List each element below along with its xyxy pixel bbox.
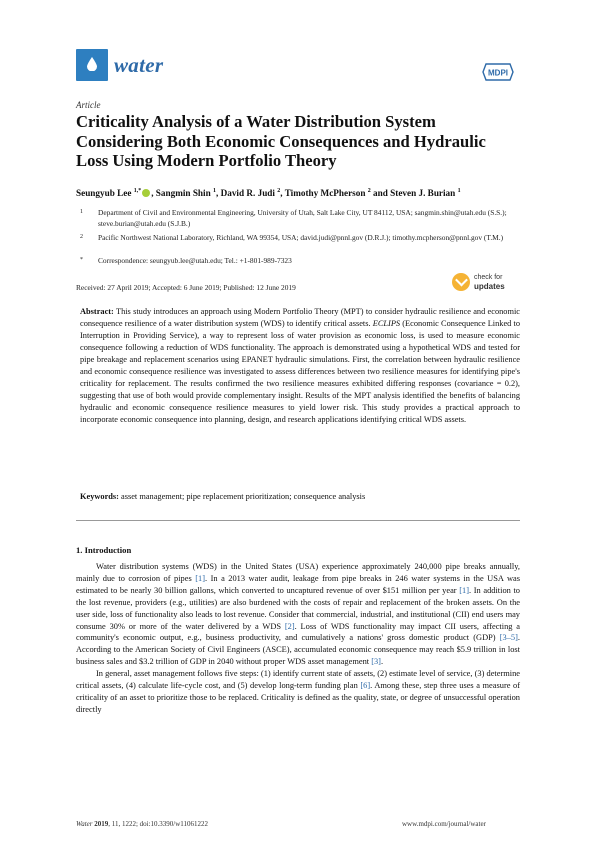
abstract-label: Abstract: bbox=[80, 307, 114, 316]
paragraph bbox=[76, 668, 520, 716]
author-list: Seungyub Lee $^{1,*}$ , Sangmin Shin $^1$, David R. Judi $^2$, Timothy McPherson $^2$ and Steven J. Burian $^1$ bbox=[76, 188, 461, 199]
section-body bbox=[76, 561, 520, 716]
author-name[interactable]: Sangmin Shin bbox=[155, 188, 211, 199]
footer-doi: , 11, 1222; doi:10.3390/w11061222 bbox=[108, 820, 209, 828]
body-text: Water distribution systems (WDS) in the United States (USA) experience approximately 240,000 pipe breaks annually, mainly due to corrosion of pipes bbox=[76, 562, 520, 583]
footer-year: 2019 bbox=[94, 820, 109, 828]
citation-link[interactable]: [3] bbox=[371, 657, 381, 667]
body-text: . In a 2013 water audit, leakage from pipe breaks in 246 water systems in the USA was estimated to be nearly 30 billion gallons, which converted to uncaptured revenue of over $151 million per year bbox=[76, 573, 520, 595]
body-text: . According to the American Society of Civil Engineers (ASCE), accumulated economic consequence may reach $5.9 trillion in lost business sales and $3.2 trillion of GDP in 2040 without proper WDS asset management bbox=[76, 633, 520, 667]
footer-journal: Water bbox=[76, 820, 93, 828]
keywords bbox=[80, 492, 520, 501]
mdpi-logo bbox=[482, 63, 514, 81]
citation-link[interactable]: [2] bbox=[284, 621, 295, 631]
affiliation-number: 1 bbox=[80, 209, 83, 215]
check-updates-line2: updates bbox=[474, 282, 505, 291]
keywords-label: Keywords: bbox=[80, 492, 119, 501]
water-drop-icon bbox=[76, 49, 108, 81]
svg-text:MDPI: MDPI bbox=[488, 68, 508, 78]
check-updates-line1: check for bbox=[474, 274, 503, 281]
journal-logo bbox=[76, 49, 163, 81]
citation-link[interactable]: [1] bbox=[195, 573, 205, 583]
citation-link[interactable]: [6] bbox=[360, 681, 371, 691]
footer-citation bbox=[76, 820, 208, 828]
citation-link[interactable]: [3–5] bbox=[499, 633, 518, 643]
body-text: . In addition to the lost revenue, providers (e.g., utilities) are also burdened with the costs of repair and replacement of the broken assets. On the user side, loss of functionality also leads to lost revenue. Consider that commercial, industrial, and institutional (CII) end users may consume 30% or more of the water delivered by a WDS bbox=[76, 585, 520, 631]
abstract-eclips: ECLIPS bbox=[372, 319, 401, 328]
body-text: In general, asset management follows five steps: (1) identify current state of assets, (2) estimate level of service, (3) determine critical assets, (4) calculate life-cycle cost, and (5) develop long-term funding plan bbox=[76, 669, 520, 691]
affiliation-number: 2 bbox=[80, 234, 83, 240]
affiliation-mark: 1,* bbox=[133, 188, 142, 194]
citation-link[interactable]: [1] bbox=[459, 585, 470, 595]
page-title: Criticality Analysis of a Water Distribution System Considering Both Economic Consequences and Hydraulic Loss Using Modern Portfolio Theory bbox=[76, 112, 486, 171]
publication-dates: Received: 27 April 2019; Accepted: 6 June 2019; Published: 12 June 2019 bbox=[76, 283, 296, 292]
orcid-icon[interactable] bbox=[142, 189, 150, 197]
affiliation-mark: 1 bbox=[213, 188, 216, 194]
author-name[interactable]: Timothy McPherson bbox=[284, 188, 366, 199]
article-type: Article bbox=[76, 100, 101, 110]
keywords-text: asset management; pipe replacement prioritization; consequence analysis bbox=[121, 492, 366, 501]
affiliation-text: Pacific Northwest National Laboratory, Richland, WA 99354, USA; david.judi@pnnl.gov (D.R.J.); timothy.mcpherson@pnnl.gov (T.M.) bbox=[98, 233, 504, 242]
paragraph bbox=[76, 561, 520, 668]
abstract bbox=[80, 306, 520, 426]
affiliation-text: Department of Civil and Environmental Engineering, University of Utah, Salt Lake City, UT 84112, USA; sangmin.shin@utah.edu (S.S.); steve.burian@utah.edu (S.J.B.) bbox=[98, 208, 507, 228]
body-text: . Among these, step three uses a measure of criticality of an asset to prioritize those to be replaced. Criticality is defined as the quality, state, or degree of unsuccessful operation directly bbox=[76, 681, 520, 714]
author-name[interactable]: David R. Judi bbox=[220, 188, 275, 199]
correspondence-mark: * bbox=[80, 257, 83, 263]
author-name[interactable]: Steven J. Burian bbox=[390, 188, 456, 199]
checkmark-icon bbox=[452, 273, 470, 291]
footer-url[interactable]: www.mdpi.com/journal/water bbox=[402, 820, 486, 828]
affiliation-mark: 2 bbox=[277, 188, 281, 194]
abstract-text: (Economic Consequence Linked to Interruption in Providing Service), a way to represent loss of water provision as economic loss, is used to measure economic consequence following a reduction of WDS functionality. The approach is demonstrated using a hypothetical WDS and tested for pipe breakage and replacement scenarios using EPANET hydraulic simulations. First, the correlation between hydraulic resilience and economic consequence resilience was investigated to assess differences between two resilience measures for identifying pipe's criticality for replacement. The results confirmed the two resilience measures exhibited differing responses (covariance = 0.2), suggesting that use of both would provide complementary insight. Results of the MPT analysis identified the benefits of balancing hydraulic and economic consequence resilience measures to yield lower risk. This study provides a practical approach to incorporate economic consequence into planning, design, and research applications identifying critical WDS assets. bbox=[80, 319, 520, 424]
journal-name: water bbox=[114, 52, 164, 77]
body-text: . Loss of WDS functionality may impact CII users, affecting a community's economic output, e.g., business productivity, and cumulatively a nations' gross domestic product (GDP) bbox=[76, 621, 520, 643]
divider bbox=[76, 520, 520, 521]
section-heading: 1. Introduction bbox=[76, 545, 132, 555]
author-name[interactable]: Seungyub Lee bbox=[76, 188, 132, 199]
abstract-text: This study introduces an approach using Modern Portfolio Theory (MPT) to consider hydraulic resilience and economic consequence resilience of a water distribution system (WDS) to identify critical assets. bbox=[80, 307, 520, 328]
affiliation-mark: 1 bbox=[457, 188, 461, 194]
body-text: . bbox=[380, 657, 384, 667]
affiliation-mark: 2 bbox=[367, 188, 371, 194]
check-for-updates-button[interactable] bbox=[452, 272, 512, 294]
correspondence-text: Correspondence: seungyub.lee@utah.edu; Tel.: +1-801-989-7323 bbox=[98, 256, 292, 265]
